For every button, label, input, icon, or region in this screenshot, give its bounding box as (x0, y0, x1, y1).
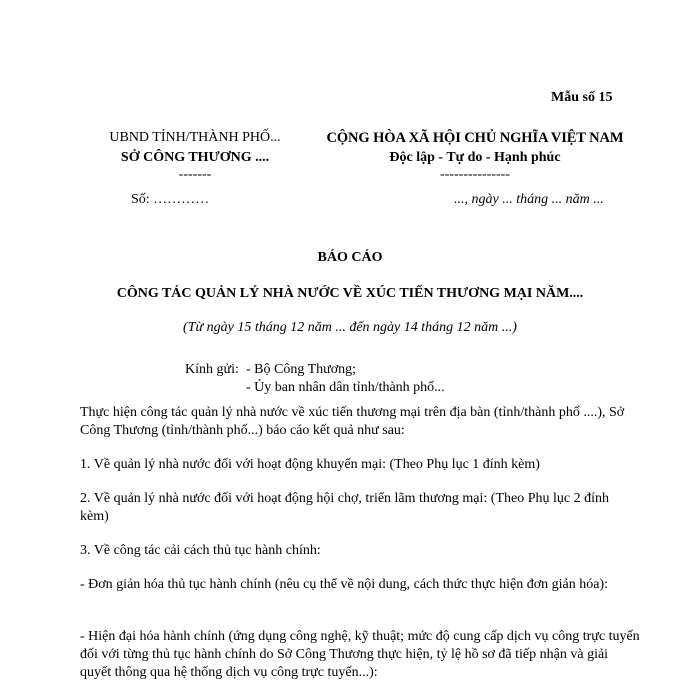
document-title: BÁO CÁO (317, 250, 383, 265)
reporting-period: (Từ ngày 15 tháng 12 năm ... đến ngày 14 tháng 12 năm ...) (183, 320, 517, 335)
form-number: Mẫu số 15 (551, 90, 613, 105)
national-motto: Độc lập - Tự do - Hạnh phúc (389, 150, 561, 165)
section-3-bullet-simplification: - Đơn giản hóa thủ tục hành chính (nêu cụ thể về nội dung, cách thức thực hiện đơn giản hóa): (80, 577, 609, 592)
intro-paragraph: Thực hiện công tác quản lý nhà nước về xúc tiến thương mại trên địa bàn (tỉnh/thành phố ....), Sở Công Thương (tỉnh/thành phố...) báo cáo kết quả như sau: (80, 405, 625, 438)
agency-province: UBND TỈNH/THÀNH PHỐ... (109, 130, 281, 145)
recipient-item: - Bộ Công Thương; (246, 362, 357, 377)
section-3-heading: 3. Về công tác cải cách thủ tục hành chính: (80, 543, 321, 558)
recipient-label: Kính gửi: (185, 362, 239, 377)
section-1-paragraph: 1. Về quản lý nhà nước đối với hoạt động khuyến mại: (Theo Phụ lục 1 đính kèm) (80, 457, 540, 472)
document-subtitle: CÔNG TÁC QUẢN LÝ NHÀ NƯỚC VỀ XÚC TIẾN THƯƠNG MẠI NĂM.... (116, 286, 584, 301)
section-3-bullet-modernization: - Hiện đại hóa hành chính (ứng dụng công nghệ, kỹ thuật; mức độ cung cấp dịch vụ công trực tuyến đối với từng thủ tục hành chính do Sở Công Thương thực hiện, tỷ lệ hồ sơ đã tiếp nhận và giải quyết thông qua hệ thống dịch vụ công trực tuyến...): (80, 629, 640, 680)
section-2-paragraph: 2. Về quản lý nhà nước đối với hoạt động hội chợ, triển lãm thương mại: (Theo Phụ lục 2 đính kèm) (80, 491, 610, 524)
place-and-date: ..., ngày ... tháng ... năm ... (454, 192, 604, 207)
agency-department: SỞ CÔNG THƯƠNG .... (120, 150, 270, 165)
national-title: CỘNG HÒA XÃ HỘI CHỦ NGHĨA VIỆT NAM (326, 130, 624, 146)
national-divider: --------------- (440, 167, 510, 182)
recipient-item: - Ủy ban nhân dân tỉnh/thành phố... (246, 380, 445, 395)
agency-divider: ------- (178, 167, 212, 182)
document-number: Số: ………… (131, 192, 210, 207)
national-header-block (285, 128, 665, 182)
